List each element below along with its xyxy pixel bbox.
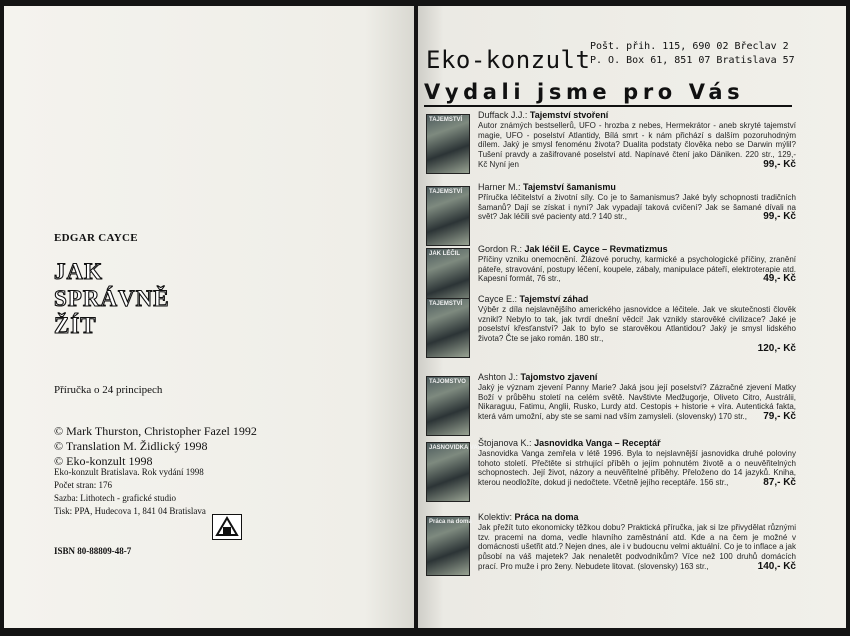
book-description: Autor známých bestsellerů, UFO - hrozba z nebes, Hermekrátor - aneb skryté tajemství magie, UFO - poselství Atlantidy, Bílá smrt - k nám přichází s dalším pozoruhodným dílem. Jaký je smysl fenoménu života? Dualita podstaty člověka nebo se Darwin mýlil? Tušení pravdy a zašifrované poselství atd. Napínavé čtení jako Däniken. 220 str., 129,- Kč Nyní jen <box>478 121 796 169</box>
title-line: ŽÍT <box>54 313 97 338</box>
book-entry-text <box>478 294 796 354</box>
book-price: 87,- Kč <box>760 478 796 488</box>
copyright-block <box>54 424 257 469</box>
book-cover <box>426 516 470 576</box>
title-line: SPRÁVNĚ <box>54 286 170 311</box>
cover-label: Práca na doma <box>429 519 472 525</box>
book-heading <box>478 244 796 255</box>
book-entry-author: Kolektiv: <box>478 512 513 522</box>
isbn: ISBN 80-88809-48-7 <box>54 546 132 556</box>
book-price: 99,- Kč <box>760 160 796 170</box>
book-entry-title: Práca na doma <box>514 512 579 522</box>
book-entry-author: Gordon R.: <box>478 244 523 254</box>
copyright-line: © Mark Thurston, Christopher Fazel 1992 <box>54 424 257 438</box>
book-heading <box>478 110 796 121</box>
book-entry <box>426 372 798 436</box>
address-line: Pošt. přih. 115, 690 02 Břeclav 2 <box>590 41 789 52</box>
cover-label: TAJEMSTVÍ <box>429 189 463 195</box>
book-entry-title: Tajemství stvoření <box>529 110 609 120</box>
right-page <box>418 6 846 628</box>
book-author: EDGAR CAYCE <box>54 232 138 244</box>
book-entry <box>426 512 798 576</box>
book-entry <box>426 438 798 502</box>
book-entry-author: Harner M.: <box>478 182 521 192</box>
cover-label: TAJOMSTVO <box>429 379 466 385</box>
book-heading <box>478 182 796 193</box>
book-description: Výběr z díla nejslavnějšího amerického jasnovidce a léčitele. Jak ve skutečnosti člověk vznikl? Nebylo to tak, jak tvrdí dnešní vědci! Jak vznikly starověké civilizace? Jaké je poselství křesťanství? Jak to bylo se starověkou Atlantidou? Jaký je smysl lidského života? Čte se jako román. 180 str., <box>478 305 796 344</box>
book-heading <box>478 372 796 383</box>
book-cover <box>426 376 470 436</box>
cover-label: JAK LÉČIL <box>429 251 461 257</box>
title-line: JAK <box>54 259 103 284</box>
book-description: Příčiny vzniku onemocnění. Žlázové poruchy, karmické a psychologické příčiny, zranění páteře, stravování, postupy léčení, koupele, zábaly, manipulace páteří, elektroterapie atd. Kapesní formát, 76 str., <box>478 255 796 284</box>
book-entry-author: Cayce E.: <box>478 294 518 304</box>
book-description: Jasnovidka Vanga zemřela v létě 1996. Byla to nejslavnější jasnovidka druhé poloviny tohoto století. Přečtěte si strhující příběh o jejím pohnutém životě a o neuvěřitelných schopnostech. Její život, názory a neuvěřitelné příběhy. Přeloženo do 14 jazyků. Kniha, kterou neodložíte, dokud ji nedočtete. Včetně jejího receptáře. 156 str., <box>478 449 796 488</box>
book-title <box>54 258 170 339</box>
book-subtitle: Příručka o 24 principech <box>54 384 163 396</box>
catalog-headline: Vydali jsme pro Vás <box>424 80 792 107</box>
address-line: P. O. Box 61, 851 07 Bratislava 57 <box>590 55 795 66</box>
cover-label: TAJEMSTVÍ <box>429 301 463 307</box>
cover-label: TAJEMSTVÍ <box>429 117 463 123</box>
book-price: 49,- Kč <box>760 274 796 284</box>
book-entry-text <box>478 244 796 284</box>
book-entry-text <box>478 372 796 422</box>
book-cover <box>426 298 470 358</box>
book-description: Jaký je význam zjevení Panny Marie? Jaká jsou její poselství? Zázračné zjevení Matky Boží v průběhu století na celém světě. Navštivte Medžugorje, Oliveto Citro, Austrálii, Nikaraguu, Fatimu, Anglii, Rusko, Lurdy atd. Cestopis + historie + víra. Autentická fakta, která vám umožní, aby ste se sami nad vším zamysleli. (slovensky) 170 str., <box>478 383 796 422</box>
book-heading <box>478 294 796 305</box>
book-cover <box>426 442 492 502</box>
book-entry <box>426 182 798 246</box>
book-price: 140,- Kč <box>755 562 796 572</box>
book-cover <box>426 186 470 246</box>
book-entry-author: Ashton J.: <box>478 372 519 382</box>
book-entry <box>426 110 798 174</box>
imprint-line: Tisk: PPA, Hudecova 1, 841 04 Bratislava <box>54 506 206 516</box>
book-price: 99,- Kč <box>760 212 796 222</box>
cover-label: JASNOVIDKA VANGA <box>429 445 492 451</box>
book-entry-title: Tajemství záhad <box>519 294 589 304</box>
book-entry-title: Tajemství šamanismu <box>523 182 616 192</box>
publisher-name: Eko-konzult <box>426 46 591 74</box>
book-entry-text <box>478 512 796 572</box>
copyright-line: © Eko-konzult 1998 <box>54 454 153 468</box>
publisher-logo-icon <box>212 514 242 540</box>
copyright-line: © Translation M. Židlický 1998 <box>54 439 208 453</box>
book-entry-title: Tajomstvo zjavení <box>520 372 598 382</box>
publisher-address <box>590 40 795 68</box>
book-price: 120,- Kč <box>757 342 796 354</box>
book-price: 79,- Kč <box>760 412 796 422</box>
imprint-line: Eko-konzult Bratislava. Rok vydání 1998 <box>54 467 204 477</box>
imprint-block <box>54 466 206 518</box>
imprint-line: Počet stran: 176 <box>54 480 112 490</box>
imprint-line: Sazba: Lithotech - grafické studio <box>54 493 176 503</box>
book-heading <box>478 438 796 449</box>
book-heading <box>478 512 796 523</box>
book-entry <box>426 294 798 358</box>
book-entry-text <box>478 110 796 170</box>
book-entry-title: Jak léčil E. Cayce – Revmatizmus <box>524 244 668 254</box>
book-entry-title: Jasnovidka Vanga – Receptář <box>534 438 661 448</box>
book-entry-author: Štojanova K.: <box>478 438 532 448</box>
book-description: Jak přežít tuto ekonomicky těžkou dobu? Praktická příručka, jak si lze přivydělat různými tzv. pracemi na doma, vedle hlavního zaměstnání atd. Kde a na čem je možné v domácnosti ušetřit atd.? Nejen dnes, ale i v budoucnu velmi aktuální. Co je to inflace a jak působí na váš majetek? Jak nenaletět podvodníkům? Více než 100 druhů domácích prací. Pro muže i pro ženy. Nebudete litovat. (slovensky) 163 str., <box>478 523 796 571</box>
book-entry-text <box>478 182 796 222</box>
book-cover <box>426 114 470 174</box>
left-page <box>4 6 414 628</box>
book-entry-author: Duffack J.J.: <box>478 110 528 120</box>
book-entry-text <box>478 438 796 488</box>
book-description: Příručka léčitelství a životní síly. Co je to šamanismus? Jaké byly schopnosti tradičních šamanů? Dají se získat i nyní? Jak vypadají taková cvičení? Jak se šamané dívali na svět? Jak léčili své pacienty atd.? 140 str., <box>478 193 796 222</box>
